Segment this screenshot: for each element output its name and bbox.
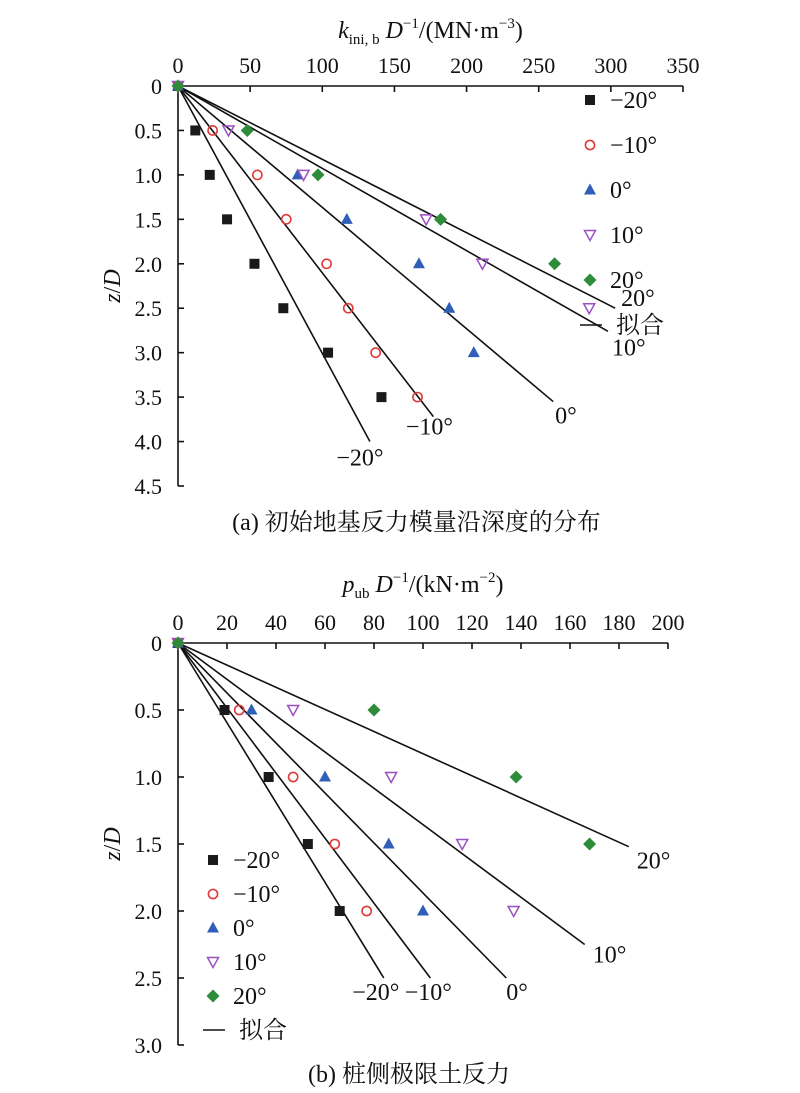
- data-point: [344, 304, 353, 313]
- data-point: [413, 257, 425, 268]
- x-tick-label: 0: [172, 610, 184, 635]
- fit-line-label: 10°: [592, 942, 627, 969]
- y-tick-label: 1.0: [134, 162, 162, 188]
- y-tick-label: 1.0: [134, 765, 162, 790]
- x-tick-label: 160: [553, 610, 587, 635]
- legend-label: 10°: [233, 950, 267, 976]
- fit-line-label: 10°: [611, 335, 646, 362]
- legend-marker: [584, 184, 596, 195]
- x-tick-label: 200: [651, 610, 685, 635]
- chart-a-depth-modulus: [100, 16, 700, 536]
- fit-line: [178, 643, 506, 978]
- x-tick-label: 40: [265, 610, 287, 635]
- y-tick-label: 0.5: [134, 698, 162, 723]
- legend-fit-label: 拟合: [616, 313, 664, 339]
- legend-marker: [585, 140, 594, 149]
- data-point: [443, 302, 455, 313]
- x-tick-label: 20: [216, 610, 238, 635]
- fit-line: [178, 643, 384, 978]
- x-tick-label: 60: [314, 610, 336, 635]
- y-tick-label: 4.0: [134, 429, 162, 455]
- y-tick-label: 3.0: [134, 340, 162, 366]
- data-point: [368, 704, 381, 717]
- x-tick-label: 100: [406, 610, 440, 635]
- x-tick-label: 180: [602, 610, 636, 635]
- data-point: [323, 348, 333, 358]
- y-tick-label: 1.5: [134, 207, 162, 233]
- fit-line-label: −20°: [352, 980, 400, 1006]
- data-point: [371, 348, 380, 357]
- fit-line: [178, 86, 608, 331]
- data-point: [508, 907, 519, 917]
- x-tick-label: 140: [504, 610, 538, 635]
- y-axis-label: z/D: [100, 269, 126, 303]
- data-point: [282, 215, 291, 224]
- data-point: [303, 839, 313, 849]
- legend-label: 0°: [233, 916, 255, 942]
- legend-marker: [208, 958, 219, 968]
- legend-marker: [208, 889, 217, 898]
- chart-b-ultimate-reaction: [100, 570, 685, 1088]
- chart-caption: (b) 桩侧极限土反力: [308, 1062, 510, 1088]
- data-point: [253, 170, 262, 179]
- y-tick-label: 2.5: [134, 296, 162, 322]
- y-tick-label: 2.5: [134, 966, 162, 991]
- data-point: [220, 705, 230, 715]
- data-point: [376, 392, 386, 402]
- data-point: [246, 704, 258, 715]
- y-tick-label: 1.5: [134, 832, 162, 857]
- data-point: [278, 303, 288, 313]
- legend-label: −20°: [233, 848, 281, 874]
- legend-marker: [207, 990, 220, 1003]
- y-tick-label: 3.0: [134, 1033, 162, 1058]
- legend-fit-label: 拟合: [239, 1018, 287, 1044]
- data-point: [468, 346, 480, 357]
- fit-line-label: 20°: [621, 286, 655, 313]
- data-point: [241, 124, 254, 137]
- legend-label: 0°: [610, 178, 632, 204]
- x-tick-label: 100: [305, 53, 339, 78]
- x-tick-label: 0: [172, 53, 184, 78]
- fit-line-label: −10°: [404, 980, 452, 1006]
- legend-marker: [585, 95, 595, 105]
- data-point: [421, 215, 432, 225]
- data-point: [288, 706, 299, 716]
- fit-line-label: 20°: [636, 848, 671, 875]
- legend-marker: [207, 922, 219, 933]
- x-tick-label: 50: [239, 53, 262, 78]
- data-point: [434, 213, 447, 226]
- fit-line-label: 0°: [506, 980, 528, 1006]
- data-point: [510, 771, 523, 784]
- data-point: [362, 906, 371, 915]
- y-tick-label: 0.5: [134, 118, 162, 144]
- data-point: [264, 772, 274, 782]
- x-tick-label: 250: [522, 53, 556, 78]
- legend-label: −10°: [233, 882, 281, 908]
- legend-marker: [584, 274, 597, 287]
- data-point: [341, 213, 353, 224]
- fit-line: [178, 643, 629, 847]
- y-tick-label: 0: [151, 74, 162, 99]
- y-tick-label: 2.0: [134, 251, 162, 277]
- fit-line: [178, 86, 615, 308]
- y-tick-label: 0: [151, 631, 162, 656]
- legend-label: 20°: [233, 984, 267, 1010]
- data-point: [190, 125, 200, 135]
- y-tick-label: 4.5: [134, 474, 162, 499]
- x-axis-label: $k_{ini, b}$ $D^{-1}/(MN\cdot m^{-3})$: [338, 16, 523, 48]
- data-point: [584, 304, 595, 314]
- fit-line: [178, 86, 370, 442]
- x-tick-label: 350: [666, 53, 700, 78]
- data-point: [386, 773, 397, 783]
- x-tick-label: 300: [594, 53, 628, 78]
- legend-label: −20°: [610, 88, 658, 114]
- data-point: [335, 906, 345, 916]
- fit-line: [178, 86, 433, 417]
- data-point: [289, 772, 298, 781]
- x-tick-label: 80: [363, 610, 385, 635]
- data-point: [583, 838, 596, 851]
- data-point: [205, 170, 215, 180]
- data-point: [235, 705, 244, 714]
- data-point: [319, 771, 331, 782]
- fit-line: [178, 86, 553, 402]
- x-tick-label: 200: [450, 53, 484, 78]
- y-tick-label: 3.5: [134, 385, 162, 411]
- x-tick-label: 120: [455, 610, 489, 635]
- data-point: [477, 259, 488, 269]
- data-point: [322, 259, 331, 268]
- legend-label: 10°: [610, 223, 644, 249]
- data-point: [548, 257, 561, 270]
- data-point: [383, 838, 395, 849]
- data-point: [249, 259, 259, 269]
- data-point: [222, 214, 232, 224]
- fit-line-label: −10°: [405, 414, 453, 441]
- chart-caption: (a) 初始地基反力模量沿深度的分布: [232, 510, 601, 536]
- data-point: [311, 168, 324, 181]
- data-point: [417, 905, 429, 916]
- fit-line-label: 0°: [555, 403, 577, 430]
- fit-line-label: −20°: [336, 445, 384, 472]
- legend-marker: [585, 231, 596, 241]
- x-axis-label: $p_{ub}$ $D^{-1}/(kN\cdot m^{-2})$: [342, 570, 504, 602]
- y-tick-label: 2.0: [134, 899, 162, 924]
- data-point: [457, 840, 468, 850]
- y-axis-label: z/D: [100, 827, 126, 861]
- x-tick-label: 150: [377, 53, 411, 78]
- data-point: [330, 839, 339, 848]
- legend-label: −10°: [610, 133, 658, 159]
- legend-marker: [208, 855, 218, 865]
- legend-label: 20°: [610, 268, 644, 294]
